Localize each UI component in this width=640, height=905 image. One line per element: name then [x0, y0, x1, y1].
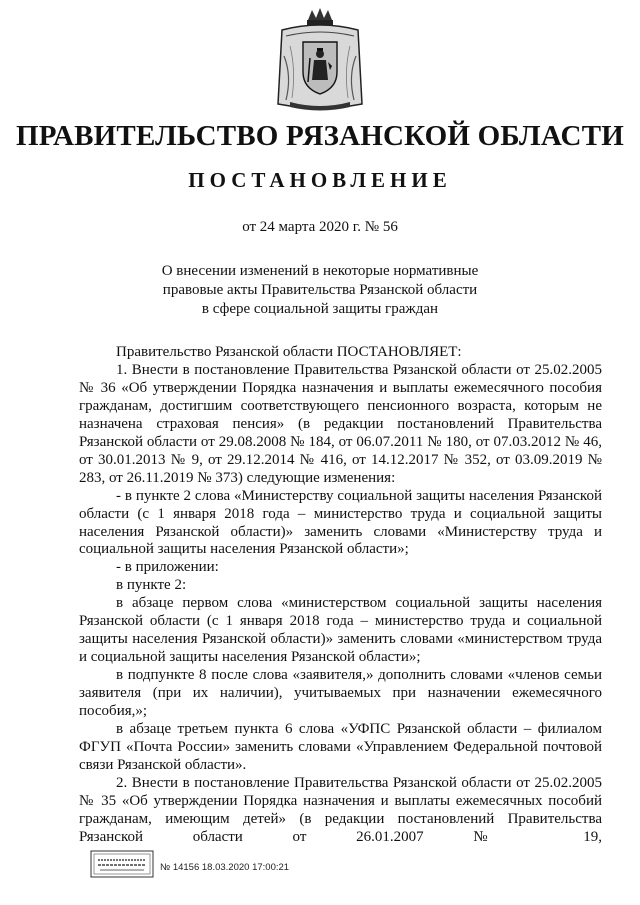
subject-line: О внесении изменений в некоторые нормативные	[161, 263, 479, 279]
registration-stamp-text: № 14156 18.03.2020 17:00:21	[160, 862, 290, 873]
coat-of-arms-icon	[270, 6, 370, 114]
body-paragraph: Правительство Рязанской области ПОСТАНОВЛЯЕТ:	[116, 344, 462, 360]
body-paragraph: - в приложении:	[116, 559, 219, 576]
body-paragraph: - в пункте 2 слова «Министерству социальной защиты населения Рязанской области (с 1 января 2018 года – министерство труда и социальной защиты населения Рязанской области)» заменить словами «Министерству труда и социальной защиты населения Рязанской области»;	[79, 487, 602, 558]
body-paragraph: 1. Внести в постановление Правительства Рязанской области от 25.02.2005 № 36 «Об утверждении Порядка назначения и выплаты ежемесячного пособия гражданам, достигшим соответствующего пенсионного возраста, которым не назначена страховая пенсия» (в редакции постановлений Правительства Рязанской области от 29.08.2008 № 184, от 06.07.2011 № 180, от 07.03.2012 № 46, от 30.01.2013 № 9, от 29.12.2014 № 416, от 14.12.2017 № 352, от 03.09.2019 № 283, от 26.11.2019 № 373) следующие изменения:	[79, 361, 602, 486]
printing-house-stamp-icon	[90, 850, 154, 878]
document-body	[79, 344, 602, 847]
registration-footer	[90, 850, 390, 880]
subject-line: в сфере социальной защиты граждан	[201, 301, 439, 317]
body-paragraph: в абзаце третьем пункта 6 слова «УФПС Рязанской области – филиалом ФГУП «Почта России» заменить словами «Управлением Федеральной почтовой связи Рязанской области».	[79, 721, 602, 773]
document-subject	[0, 262, 640, 319]
body-paragraph: в подпункте 8 после слова «заявителя,» дополнить словами «членов семьи заявителя (при их наличии), учитываемых при назначении ежемесячного пособия,»;	[79, 667, 602, 720]
body-paragraph: в абзаце первом слова «министерством социальной защиты населения Рязанской области (с 1 января 2018 года – министерство труда и социальной защиты населения Рязанской области)» заменить словами «министерством труда и социальной защиты населения Рязанской области»;	[79, 595, 602, 666]
body-paragraph: в пункте 2:	[116, 577, 187, 594]
document-type: ПОСТАНОВЛЕНИЕ	[188, 168, 452, 192]
subject-line: правовые акты Правительства Рязанской области	[162, 282, 478, 298]
body-paragraph: 2. Внести в постановление Правительства Рязанской области от 25.02.2005 № 35 «Об утверждении Порядка назначения и выплаты ежемесячных пособий гражданам, имеющим детей» (в редакции постановлений Правительства Рязанской области от 26.01.2007 № 19,	[79, 774, 602, 845]
document-date-number: от 24 марта 2020 г. № 56	[242, 219, 398, 235]
government-title: ПРАВИТЕЛЬСТВО РЯЗАНСКОЙ ОБЛАСТИ	[16, 120, 624, 152]
